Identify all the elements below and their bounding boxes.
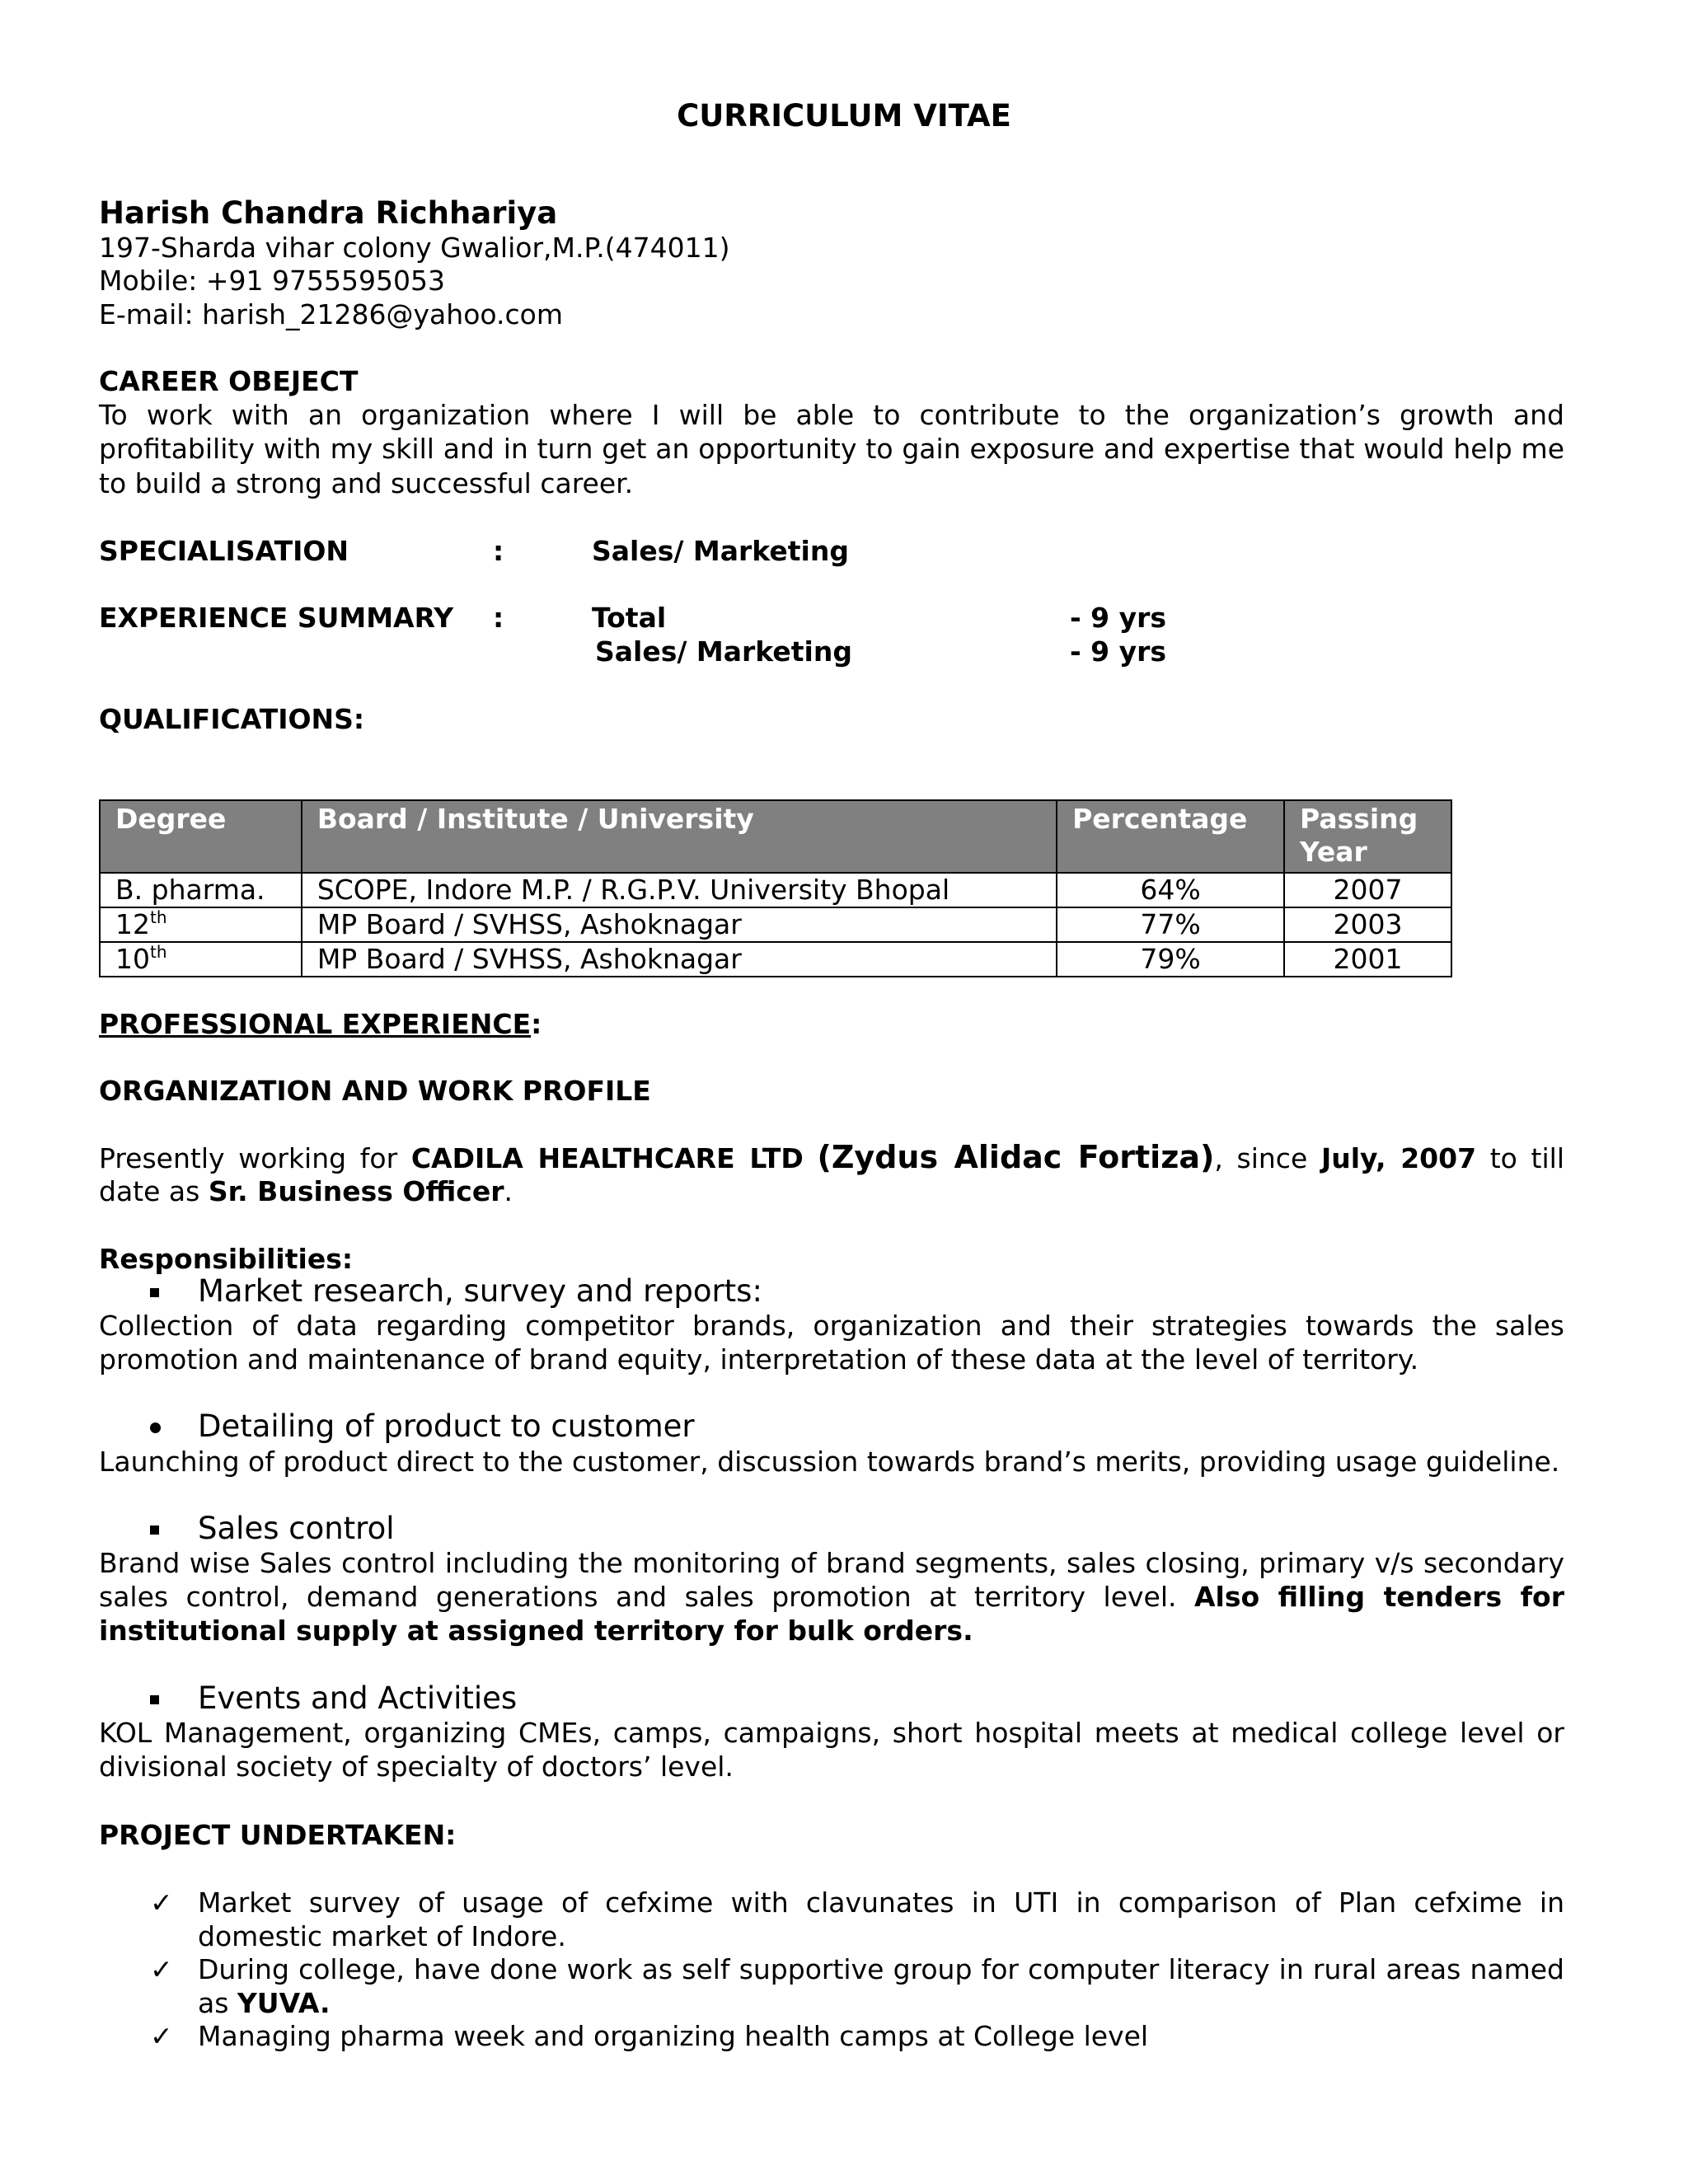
cell-degree	[100, 873, 302, 907]
responsibility-text: Brand wise Sales control including the monitoring of brand segments, sales closing, primary v/s secondary	[99, 1547, 1564, 1579]
degree-text: B. pharma.	[115, 874, 265, 906]
candidate-name: Harish Chandra Richhariya	[99, 195, 558, 231]
document-title: CURRICULUM VITAE	[677, 98, 1011, 134]
degree-suffix: th	[150, 942, 167, 962]
header-board: Board / Institute / University	[302, 800, 1057, 873]
candidate-mobile: Mobile: +91 9755595053	[99, 265, 445, 297]
cell-year: 2007	[1284, 873, 1451, 907]
header-percentage: Percentage	[1057, 800, 1284, 873]
intro-text: date as	[99, 1175, 209, 1207]
join-date: July, 2007	[1320, 1142, 1477, 1174]
organization-subheading: ORGANIZATION AND WORK PROFILE	[99, 1075, 651, 1107]
table-row	[100, 873, 1451, 907]
responsibility-emphasis: institutional supply at assigned territory for bulk orders.	[99, 1615, 973, 1647]
cell-percentage: 77%	[1057, 907, 1284, 942]
experience-total-label: Total	[592, 602, 667, 634]
designation: Sr. Business Officer	[208, 1175, 504, 1207]
career-objective-line: profitability with my skill and in turn get an opportunity to gain exposure and expertise that would help me	[99, 433, 1564, 465]
career-objective-heading: CAREER OBEJECT	[99, 365, 359, 397]
career-objective-line: to build a strong and successful career.	[99, 467, 634, 499]
responsibility-title: Detailing of product to customer	[198, 1408, 695, 1444]
specialisation-label: SPECIALISATION	[99, 535, 349, 567]
work-intro-line	[99, 1141, 1564, 1175]
cell-percentage: 64%	[1057, 873, 1284, 907]
responsibility-text: divisional society of specialty of doctors’ level.	[99, 1750, 734, 1783]
cell-percentage: 79%	[1057, 942, 1284, 977]
company-division: (Zydus Alidac Fortiza)	[817, 1139, 1215, 1175]
responsibility-text	[99, 1580, 1564, 1614]
project-text: Market survey of usage of cefxime with clavunates in UTI in comparison of Plan cefxime in	[198, 1886, 1564, 1919]
table-row	[100, 907, 1451, 942]
qualifications-heading: QUALIFICATIONS:	[99, 703, 365, 735]
responsibility-title: Market research, survey and reports:	[198, 1273, 762, 1309]
project-text: Managing pharma week and organizing health camps at College level	[198, 2020, 1149, 2052]
header-passing-year-line1: Passing	[1300, 803, 1418, 835]
checkmark-icon: ✓	[150, 1886, 173, 1919]
responsibility-text-part: sales control, demand generations and sales promotion at territory level.	[99, 1581, 1194, 1613]
intro-text: , since	[1214, 1142, 1321, 1174]
qualifications-table	[99, 799, 1452, 977]
professional-experience-heading	[99, 1007, 542, 1041]
specialisation-value: Sales/ Marketing	[592, 535, 849, 567]
career-objective-line: To work with an organization where I will be able to contribute to the organization’s growth and	[99, 399, 1564, 431]
candidate-address: 197-Sharda vihar colony Gwalior,M.P.(474011)	[99, 232, 730, 264]
degree-text: 10	[115, 943, 150, 975]
cell-board: SCOPE, Indore M.P. / R.G.P.V. University Bhopal	[302, 873, 1057, 907]
round-bullet-icon	[147, 1409, 196, 1443]
responsibility-title: Events and Activities	[198, 1680, 518, 1716]
header-degree: Degree	[100, 800, 302, 873]
cell-board: MP Board / SVHSS, Ashoknagar	[302, 907, 1057, 942]
responsibility-text: KOL Management, organizing CMEs, camps, campaigns, short hospital meets at medical college level or	[99, 1717, 1564, 1749]
project-text: domestic market of Indore.	[198, 1920, 566, 1952]
experience-summary-label: EXPERIENCE SUMMARY	[99, 602, 454, 634]
company-name: CADILA HEALTHCARE LTD	[410, 1142, 804, 1174]
project-text	[198, 1986, 1564, 2020]
specialisation-colon: :	[493, 535, 504, 567]
degree-suffix: th	[150, 907, 167, 927]
degree-text: 12	[115, 908, 150, 940]
intro-text: .	[504, 1175, 513, 1207]
intro-text: to till	[1476, 1142, 1564, 1174]
responsibility-text: Collection of data regarding competitor brands, organization and their strategies towards the sales	[99, 1310, 1564, 1342]
square-bullet-icon	[147, 1681, 196, 1715]
experience-sales-value: - 9 yrs	[1070, 635, 1167, 668]
header-passing-year-line2: Year	[1300, 836, 1367, 868]
experience-total-value: - 9 yrs	[1070, 602, 1167, 634]
responsibility-text: Launching of product direct to the customer, discussion towards brand’s merits, providing usage guideline.	[99, 1446, 1560, 1478]
header-passing-year	[1284, 800, 1451, 873]
experience-sales-label: Sales/ Marketing	[595, 635, 852, 668]
square-bullet-icon	[147, 1274, 196, 1308]
checkmark-icon: ✓	[150, 2020, 173, 2052]
project-group-name: YUVA.	[237, 1987, 331, 2019]
experience-summary-colon: :	[493, 602, 504, 634]
square-bullet-icon	[147, 1511, 196, 1545]
qualifications-header-row	[100, 800, 1451, 873]
responsibility-text: promotion and maintenance of brand equity, interpretation of these data at the level of territory.	[99, 1343, 1419, 1376]
responsibilities-heading: Responsibilities:	[99, 1243, 354, 1275]
cell-year: 2001	[1284, 942, 1451, 977]
work-intro-line	[99, 1174, 1564, 1208]
cell-year: 2003	[1284, 907, 1451, 942]
cell-board: MP Board / SVHSS, Ashoknagar	[302, 942, 1057, 977]
intro-text: Presently working for	[99, 1142, 411, 1174]
cell-degree	[100, 942, 302, 977]
responsibility-title: Sales control	[198, 1511, 395, 1546]
project-text: During college, have done work as self supportive group for computer literacy in rural areas named	[198, 1953, 1564, 1985]
checkmark-icon: ✓	[150, 1953, 173, 1985]
project-text-part: as	[198, 1987, 237, 2019]
cell-degree	[100, 907, 302, 942]
candidate-email: E-mail: harish_21286@yahoo.com	[99, 298, 563, 330]
table-row	[100, 942, 1451, 977]
projects-heading: PROJECT UNDERTAKEN:	[99, 1819, 457, 1851]
professional-experience-colon: :	[531, 1008, 542, 1040]
responsibility-emphasis: Also filling tenders for	[1193, 1581, 1564, 1613]
professional-experience-title: PROFESSIONAL EXPERIENCE	[99, 1008, 532, 1040]
